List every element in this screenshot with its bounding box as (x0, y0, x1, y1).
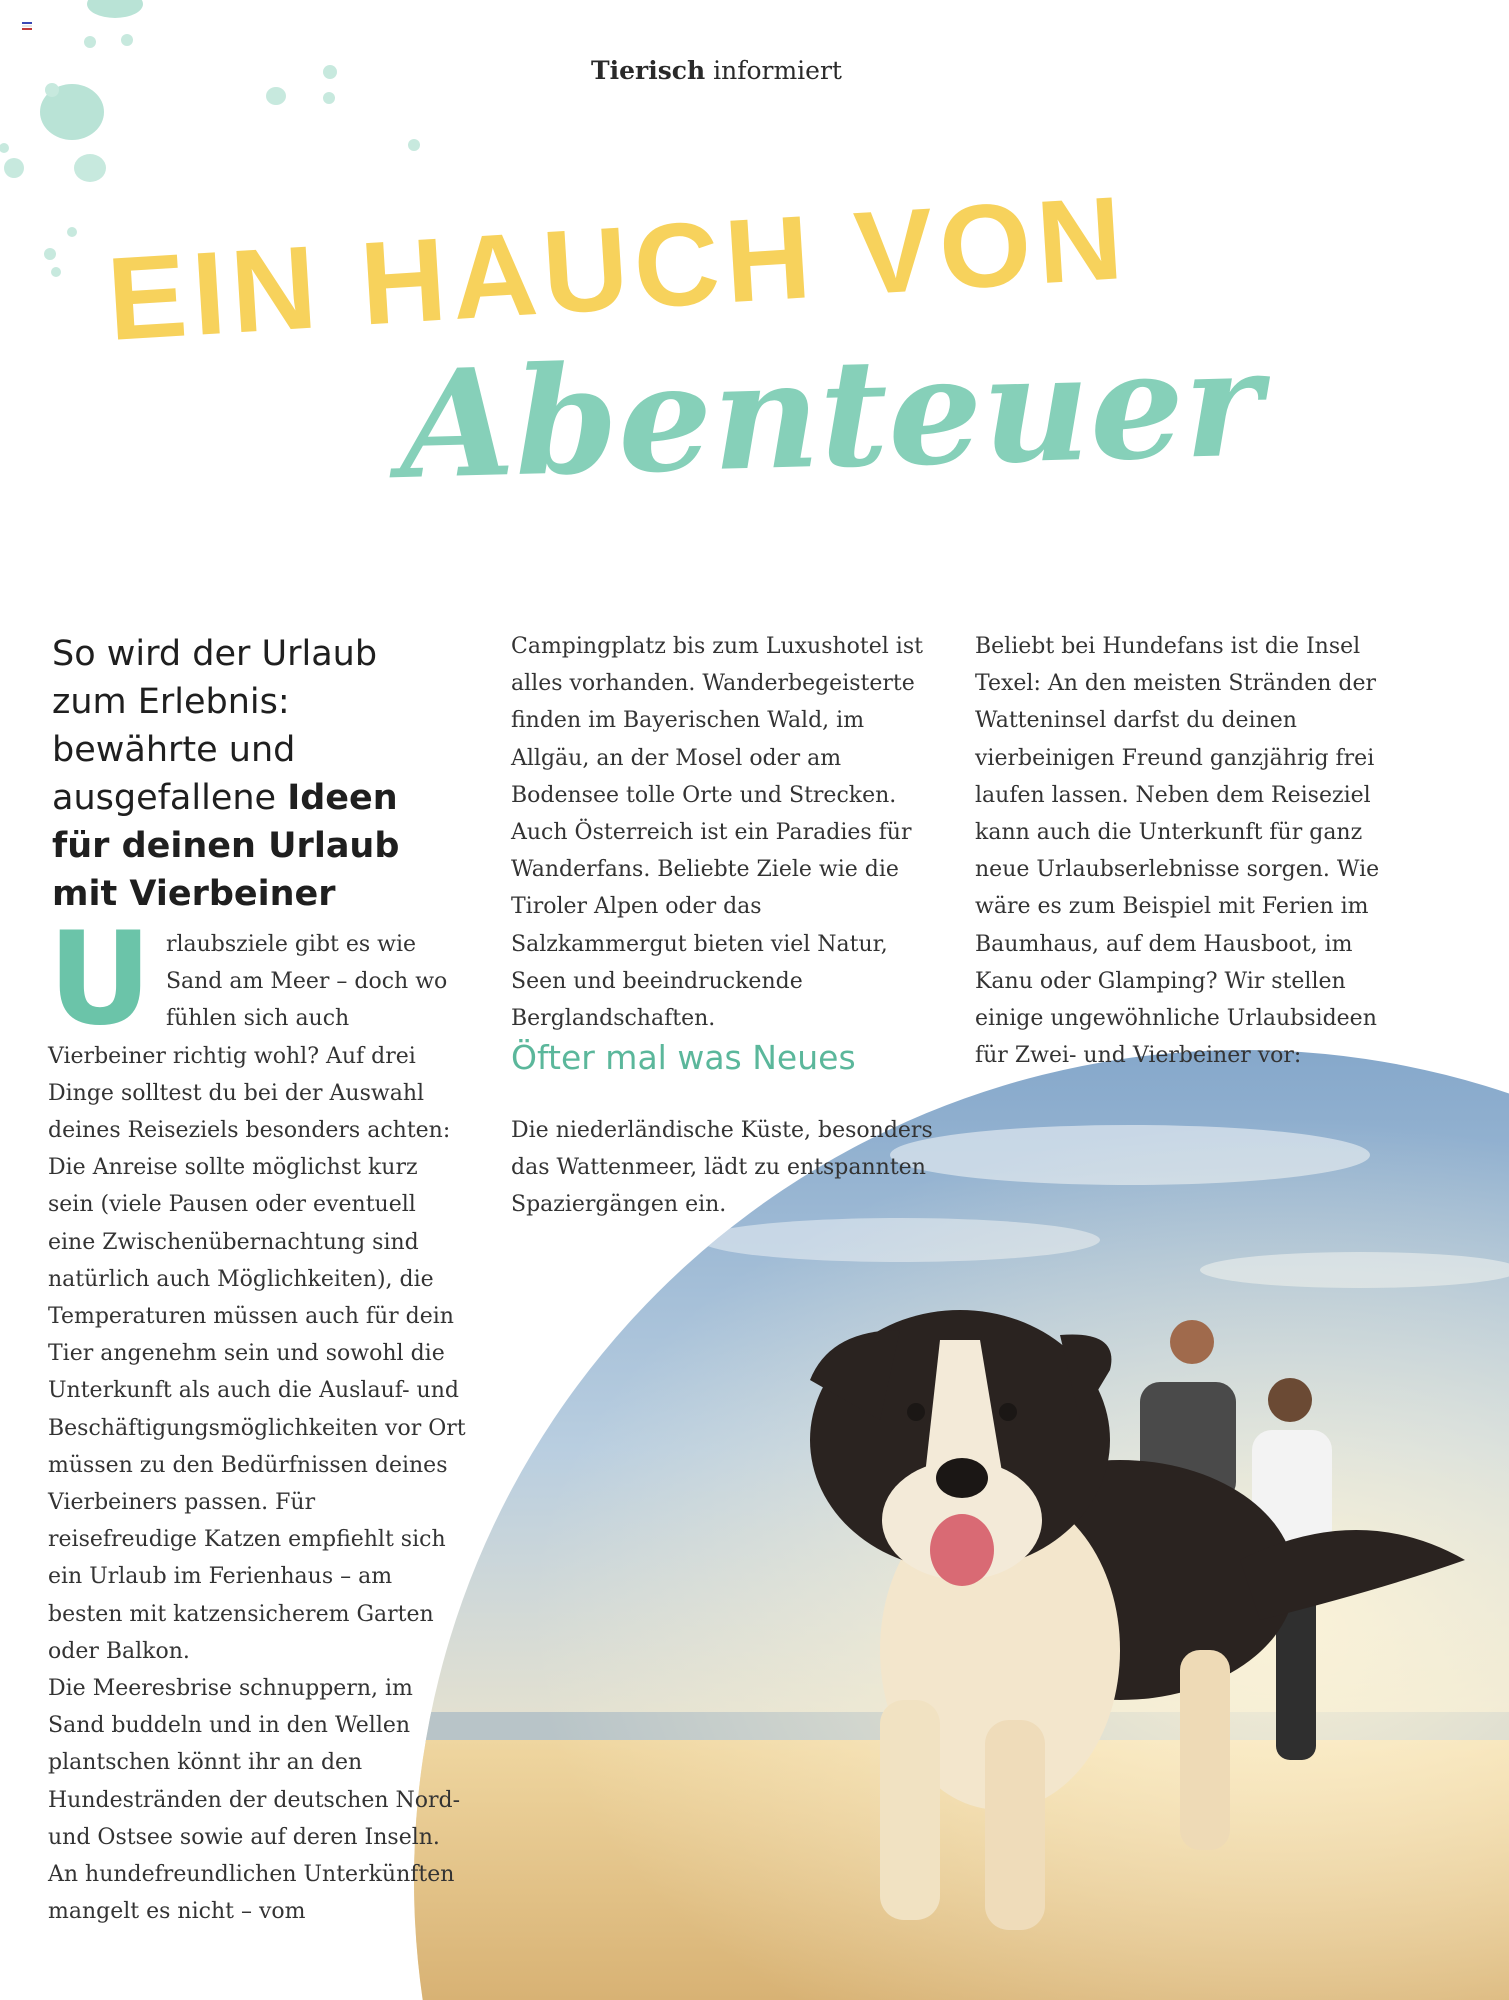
body-column-1 (48, 905, 468, 1930)
intro-lead-bold: Ideen für deinen Urlaub mit Vierbeiner (52, 778, 400, 914)
title-line-2: Abenteuer (397, 315, 1265, 512)
body-paragraph: Die Meeresbrise schnuppern, im Sand buddeln und in den Wellen plantschen könnt ihr an den Hundestränden der deutschen Nord- und Ostsee sowie auf deren Inseln. (48, 1676, 461, 1850)
body-column-2 (511, 628, 941, 1037)
header-section-name: Tierisch (591, 56, 706, 85)
body-paragraph: Campingplatz bis zum Luxushotel ist alles vorhanden. Wanderbegeisterte finden im Bayerischen Wald, im Allgäu, an der Mosel oder am Bodensee tolle Orte und Strecken. Auch Österreich ist ein Paradies für Wanderfans. Beliebte Ziele wie die Tiroler Alpen oder das Salzkammergut bieten viel Natur, Seen und beeindruckende Berglandschaften. (511, 634, 923, 1032)
page-header (0, 56, 1433, 85)
intro-lead-plain: So wird der Urlaub zum Erlebnis: bewährte und ausgefallene (52, 634, 378, 818)
title-line-1: EIN HAUCH VON (103, 171, 1133, 367)
body-paragraph: rlaubsziele gibt es wie Sand am Meer – doch wo fühlen sich auch Vierbeiner richtig wohl? Auf drei Dinge solltest du bei der Auswahl deines Reiseziels besonders achten: Die Anreise sollte möglichst kurz sein (viele Pausen oder eventuell eine Zwischenübernachtung sind natürlich auch Möglichkeiten), die Temperaturen müssen auch für dein Tier angenehm sein und sowohl die Unterkunft als auch die Auslauf- und Beschäftigungsmöglichkeiten vor Ort müssen zu den Bedürfnissen deines Vierbeiners passen. Für reisefreudige Katzen empfiehlt sich ein Urlaub im Ferienhaus – am besten mit katzensicherem Garten oder Balkon. (48, 932, 466, 1664)
body-paragraph: Beliebt bei Hundefans ist die Insel Texel: An den meisten Stränden der Watteninsel darfst du deinen vierbeinigen Freund ganzjährig frei laufen lassen. Neben dem Reiseziel kann auch die Unterkunft für ganz neue Urlaubserlebnisse sorgen. Wie wäre es zum Beispiel mit Ferien im Baumhaus, auf dem Hausboot, im Kanu oder Glamping? Wir stellen einige ungewöhnliche Urlaubsideen für Zwei- und Vierbeiner vor: (975, 634, 1380, 1069)
body-paragraph: Die niederländische Küste, besonders das Wattenmeer, lädt zu entspannten Spaziergängen ein. (511, 1118, 933, 1218)
body-column-2-lower (511, 1112, 941, 1224)
drop-cap: U (48, 905, 152, 1054)
body-paragraph: An hundefreundlichen Unterkünften mangelt es nicht – vom (48, 1862, 455, 1925)
intro-lead (52, 630, 452, 918)
body-column-3 (975, 628, 1415, 1074)
header-section-suffix: informiert (705, 56, 842, 85)
section-subheading: Öfter mal was Neues (511, 1038, 856, 1077)
